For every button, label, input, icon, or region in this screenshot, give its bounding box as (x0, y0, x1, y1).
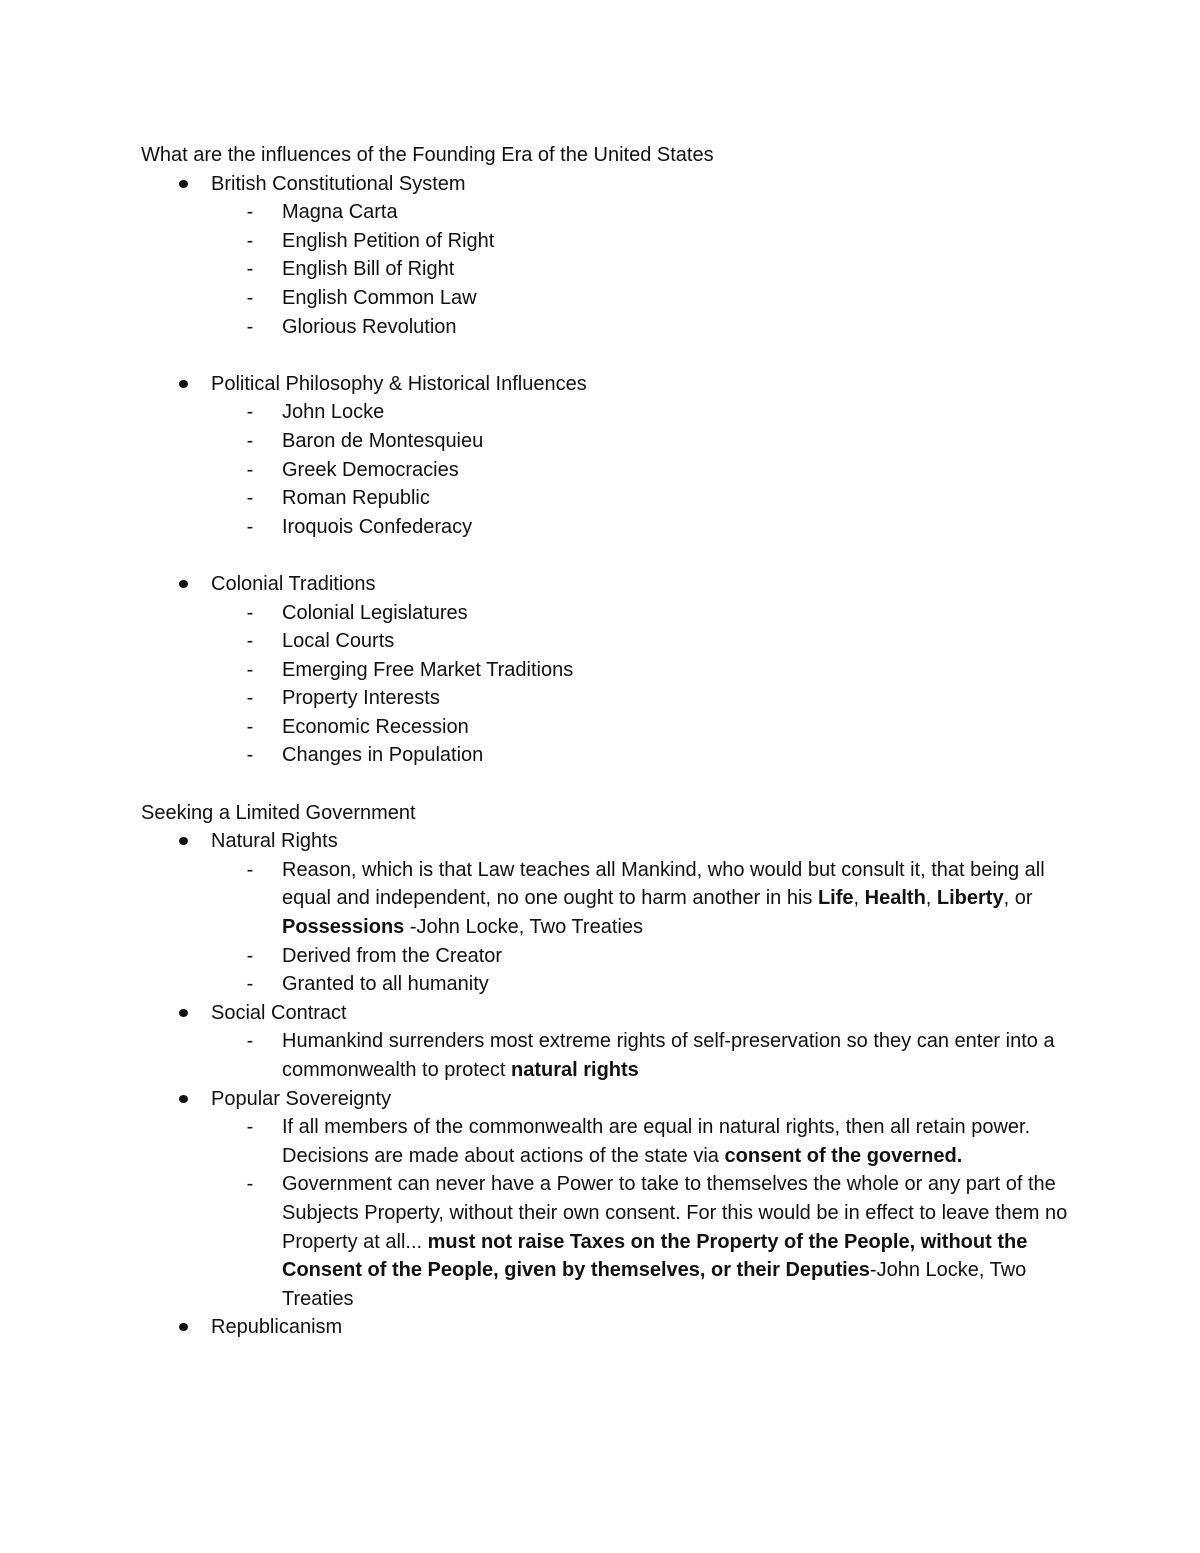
dash-icon: - (246, 1116, 254, 1139)
dash-icon: - (246, 858, 254, 881)
list-item-reason-quote: - Reason, which is that Law teaches all Mankind, who would but consult it, that being all equal and independent, no one ought to harm another in his Life, Health, Liberty, or Possessions -John Locke, Two Treaties (282, 856, 1071, 942)
dash-icon: - (246, 1173, 254, 1196)
bullet-label: Colonial Traditions (211, 572, 376, 595)
dash-icon: - (246, 258, 254, 281)
list-item: - Roman Republic (282, 484, 1071, 513)
list-item: - Property Interests (282, 684, 1071, 713)
bullet-dot-icon (179, 580, 188, 588)
bullet-label: Popular Sovereignty (211, 1087, 392, 1110)
list-item: - Magna Carta (282, 198, 1071, 227)
bullet-colonial-traditions (211, 570, 1071, 599)
bullet-dot-icon (179, 837, 188, 845)
list-item: - Derived from the Creator (282, 942, 1071, 971)
dash-icon: - (246, 201, 254, 224)
dash-icon: - (246, 315, 254, 338)
bullet-label: Social Contract (211, 1001, 347, 1024)
list-item: - Greek Democracies (282, 456, 1071, 485)
list-item: - Government can never have a Power to take to themselves the whole or any part of the Subjects Property, without their own consent. For this would be in effect to leave them no Property at all... must not raise Taxes on the Property of the People, without the Consent of the People, given by themselves, or their Deputies-John Locke, Two Treaties (282, 1170, 1071, 1313)
bullet-label: Republicanism (211, 1316, 343, 1339)
document-body (141, 141, 1071, 1342)
dash-icon: - (246, 744, 254, 767)
list-item: - Glorious Revolution (282, 313, 1071, 342)
list-item: - John Locke (282, 398, 1071, 427)
dash-icon: - (246, 658, 254, 681)
list-item: - Emerging Free Market Traditions (282, 656, 1071, 685)
bullet-dot-icon (179, 380, 188, 388)
dash-icon: - (246, 973, 254, 996)
list-item: - English Common Law (282, 284, 1071, 313)
dash-icon: - (246, 515, 254, 538)
list-item: - Humankind surrenders most extreme rights of self-preservation so they can enter into a commonwealth to protect natural rights (282, 1027, 1071, 1084)
bullet-political-philosophy (211, 370, 1071, 399)
dash-icon: - (246, 458, 254, 481)
bullet-social-contract (211, 999, 1071, 1028)
bullet-natural-rights (211, 827, 1071, 856)
dash-icon: - (246, 944, 254, 967)
dash-icon: - (246, 401, 254, 424)
dash-icon: - (246, 286, 254, 309)
section-heading-influences: What are the influences of the Founding Era of the United States (141, 144, 714, 166)
dash-icon: - (246, 630, 254, 653)
list-item: - If all members of the commonwealth are equal in natural rights, then all retain power. Decisions are made about actions of the state via consent of the governed. (282, 1113, 1071, 1170)
list-item: - English Bill of Right (282, 255, 1071, 284)
bullet-dot-icon (179, 1323, 188, 1331)
section-heading-limited-government: Seeking a Limited Government (141, 801, 416, 824)
list-item: - Changes in Population (282, 741, 1071, 770)
dash-icon: - (246, 429, 254, 452)
list-item: - Local Courts (282, 627, 1071, 656)
bullet-republicanism (211, 1313, 1071, 1342)
dash-icon: - (246, 687, 254, 710)
dash-icon: - (246, 1030, 254, 1053)
list-item: - Baron de Montesquieu (282, 427, 1071, 456)
bullet-british-constitutional-system (211, 170, 1071, 199)
bullet-dot-icon (179, 1095, 188, 1103)
list-item: - Colonial Legislatures (282, 599, 1071, 628)
bullet-dot-icon (179, 180, 188, 188)
list-item: - English Petition of Right (282, 227, 1071, 256)
list-item: - Granted to all humanity (282, 970, 1071, 999)
bullet-label: British Constitutional System (211, 172, 466, 195)
list-item: - Iroquois Confederacy (282, 513, 1071, 542)
dash-icon: - (246, 715, 254, 738)
bullet-dot-icon (179, 1009, 188, 1017)
bullet-label: Natural Rights (211, 830, 338, 853)
dash-icon: - (246, 487, 254, 510)
bullet-popular-sovereignty (211, 1085, 1071, 1114)
bullet-label: Political Philosophy & Historical Influences (211, 372, 587, 395)
dash-icon: - (246, 601, 254, 624)
list-item: - Economic Recession (282, 713, 1071, 742)
dash-icon: - (246, 229, 254, 252)
